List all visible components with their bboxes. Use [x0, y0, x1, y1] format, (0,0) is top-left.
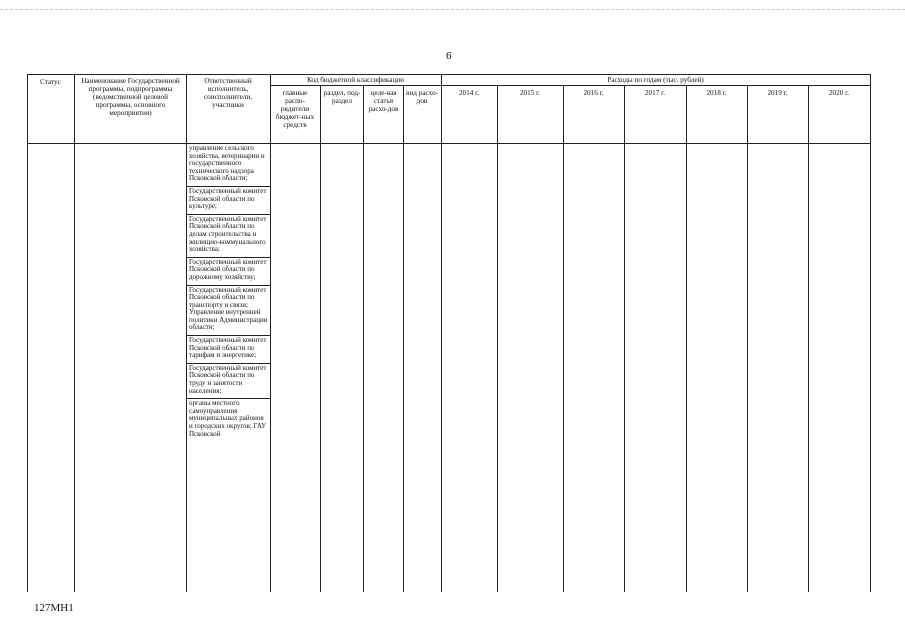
header-year: 2018 г.: [706, 89, 727, 97]
header-csr: целе-вая статья расхо-дов: [368, 89, 399, 113]
header-year: 2015 г.: [519, 89, 541, 97]
col-divider: [74, 74, 75, 592]
col-divider: [403, 85, 404, 592]
header-program-name: Наименование Государственной программы, подпрограммы (ведомственной целевой программы, основного мероприятия): [81, 77, 180, 117]
table-left-border: [27, 74, 28, 592]
participant-entry: Государственный комитет Псковской области по дорожному хозяйству;: [189, 257, 267, 281]
scan-artifact-line: [0, 9, 905, 10]
col-divider: [747, 85, 748, 592]
header-bottom-border: [27, 143, 870, 144]
header-year: 2019 г.: [767, 89, 788, 97]
header-expenses: Расходы по годам (тыс. рублей): [607, 76, 704, 84]
document-code: 127МН1: [34, 602, 74, 614]
participant-entry: Государственный комитет Псковской области по тарифам и энергетике;: [189, 336, 267, 360]
participant-entry: управление сельского хозяйства, ветеринарии и государственного технического надзора Псковской области;: [189, 144, 265, 183]
col-divider: [497, 85, 498, 592]
col-divider: [563, 85, 564, 592]
header-status: Статус: [40, 78, 61, 86]
header-vr: вид расхо-дов: [406, 89, 438, 105]
col-divider: [441, 74, 442, 592]
col-divider: [808, 85, 809, 592]
header-year: 2017 г.: [644, 89, 666, 97]
participant-entry: органы местного самоуправления муниципальных районов и городских округов; ГАУ Псковской: [189, 399, 267, 438]
participant-entry: Государственный комитет Псковской области по делам строительства и жилищно-коммунального хозяйства;: [189, 214, 267, 254]
header-rzpr: раздел, под-раздел: [323, 89, 361, 105]
header-year: 2020 г.: [828, 89, 850, 97]
col-divider: [363, 85, 364, 592]
header-year: 2014 г.: [458, 89, 480, 97]
participant-entry: Государственный комитет Псковской области по культуре;: [189, 186, 267, 211]
header-grbs: главные распо-рядители бюджет-ных средств: [275, 89, 315, 129]
participant-entry: Государственный комитет Псковской области по транспорту и связи; Управление внутренней политики Администрации области;: [189, 285, 268, 332]
header-budget-code: Код бюджетной классификации: [307, 76, 404, 84]
col-divider: [686, 85, 687, 592]
participant-entry: Государственный комитет Псковской области по труду и занятости населения;: [189, 363, 267, 395]
participants-cell: [189, 145, 269, 440]
col-divider: [186, 74, 187, 592]
header-year: 2016 г.: [583, 89, 604, 97]
col-divider: [270, 74, 271, 592]
col-divider: [624, 85, 625, 592]
col-divider: [320, 85, 321, 592]
table-top-border: [27, 74, 870, 75]
table-right-border: [870, 74, 871, 592]
header-responsible: Ответственный исполнитель, соисполнители, участники: [203, 77, 252, 109]
group-header-underline: [270, 85, 870, 86]
page-number: 6: [446, 50, 452, 62]
